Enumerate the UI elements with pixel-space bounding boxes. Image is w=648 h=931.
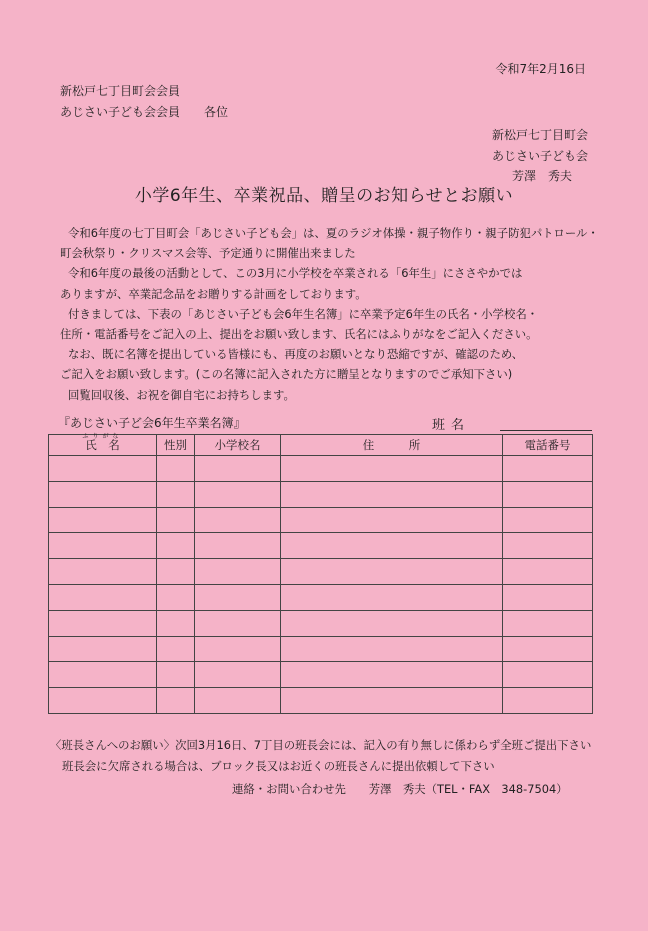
cell-phone[interactable] — [503, 584, 593, 610]
table-row — [49, 481, 593, 507]
cell-name[interactable] — [49, 559, 157, 585]
cell-name[interactable] — [49, 662, 157, 688]
body-line: 付きましては、下表の「あじさい子ども会6年生名簿」に卒業予定6年生の氏名・小学校名・ — [68, 306, 539, 321]
cell-address[interactable] — [281, 533, 503, 559]
cell-gender[interactable] — [157, 662, 195, 688]
cell-school[interactable] — [195, 481, 281, 507]
cell-gender[interactable] — [157, 456, 195, 482]
contact-info: 連絡・お問い合わせ先 芳澤 秀夫（TEL・FAX 348-7504） — [232, 782, 568, 796]
cell-school[interactable] — [195, 584, 281, 610]
cell-address[interactable] — [281, 610, 503, 636]
cell-school[interactable] — [195, 533, 281, 559]
cell-name[interactable] — [49, 610, 157, 636]
table-row — [49, 584, 593, 610]
cell-gender[interactable] — [157, 507, 195, 533]
recipient-line-2: あじさい子ども会会員 各位 — [60, 105, 229, 119]
cell-school[interactable] — [195, 507, 281, 533]
cell-name[interactable] — [49, 533, 157, 559]
body-line: 令和6年度の最後の活動として、この3月に小学校を卒業される「6年生」にささやかでは — [68, 266, 523, 281]
cell-gender[interactable] — [157, 610, 195, 636]
body-line: ありますが、卒業記念品をお贈りする計画をしております。 — [60, 286, 367, 301]
cell-gender[interactable] — [157, 533, 195, 559]
header-school: 小学校名 — [195, 435, 281, 456]
cell-name[interactable] — [49, 456, 157, 482]
cell-address[interactable] — [281, 559, 503, 585]
body-line: なお、既に名簿を提出している皆様にも、再度のお願いとなり恐縮ですが、確認のため、 — [68, 347, 524, 362]
cell-name[interactable] — [49, 636, 157, 662]
cell-school[interactable] — [195, 662, 281, 688]
note-line-2: 班長会に欠席される場合は、ブロック長又はお近くの班長さんに提出依頼して下さい — [62, 759, 495, 773]
body-line: 回覧回収後、お祝を御自宅にお持ちします。 — [68, 387, 295, 402]
table-row — [49, 610, 593, 636]
cell-name[interactable] — [49, 481, 157, 507]
cell-address[interactable] — [281, 662, 503, 688]
cell-phone[interactable] — [503, 507, 593, 533]
cell-address[interactable] — [281, 688, 503, 714]
body-line: 住所・電話番号をご記入の上、提出をお願い致します、氏名にはふりがなをご記入ください。 — [60, 327, 538, 342]
header-address: 住 所 — [281, 435, 503, 456]
cell-name[interactable] — [49, 584, 157, 610]
table-title: 『あじさい子ど会6年生卒業名簿』 — [58, 416, 246, 430]
cell-address[interactable] — [281, 584, 503, 610]
cell-phone[interactable] — [503, 662, 593, 688]
cell-phone[interactable] — [503, 636, 593, 662]
recipient-line-1: 新松戸七丁目町会会員 — [60, 84, 181, 98]
cell-address[interactable] — [281, 507, 503, 533]
cell-address[interactable] — [281, 636, 503, 662]
header-name: ふりがな 氏 名 — [49, 435, 157, 456]
table-row — [49, 456, 593, 482]
cell-gender[interactable] — [157, 688, 195, 714]
body-text — [60, 223, 599, 405]
body-line: 令和6年度の七丁目町会「あじさい子ども会」は、夏のラジオ体操・親子物作り・親子防犯パトロール・ — [68, 226, 599, 240]
cell-phone[interactable] — [503, 533, 593, 559]
table-row — [49, 662, 593, 688]
cell-school[interactable] — [195, 610, 281, 636]
cell-phone[interactable] — [503, 688, 593, 714]
cell-school[interactable] — [195, 559, 281, 585]
document-date: 令和7年2月16日 — [495, 62, 586, 76]
page-title: 小学6年生、卒業祝品、贈呈のお知らせとお願い — [134, 186, 514, 206]
sender-line-2: あじさい子ども会 — [491, 149, 588, 163]
table-header-row — [49, 435, 593, 456]
table-row — [49, 636, 593, 662]
graduate-roster-table — [48, 434, 593, 714]
cell-name[interactable] — [49, 507, 157, 533]
sender-line-1: 新松戸七丁目町会 — [491, 128, 588, 142]
han-name-line[interactable] — [500, 430, 592, 431]
cell-address[interactable] — [281, 456, 503, 482]
cell-phone[interactable] — [503, 559, 593, 585]
cell-phone[interactable] — [503, 456, 593, 482]
cell-phone[interactable] — [503, 481, 593, 507]
table-row — [49, 507, 593, 533]
cell-name[interactable] — [49, 688, 157, 714]
cell-school[interactable] — [195, 636, 281, 662]
cell-gender[interactable] — [157, 584, 195, 610]
han-label: 班名 — [432, 418, 471, 433]
note-line-1: 〈班長さんへのお願い〉次回3月16日、7丁目の班長会には、記入の有り無しに係わらず全班ご提出下さい — [50, 738, 592, 752]
cell-gender[interactable] — [157, 559, 195, 585]
sender-line-3: 芳澤 秀夫 — [511, 169, 572, 183]
cell-gender[interactable] — [157, 481, 195, 507]
table-row — [49, 533, 593, 559]
header-phone: 電話番号 — [503, 435, 593, 456]
cell-school[interactable] — [195, 688, 281, 714]
cell-gender[interactable] — [157, 636, 195, 662]
cell-school[interactable] — [195, 456, 281, 482]
header-gender: 性別 — [157, 435, 195, 456]
cell-phone[interactable] — [503, 610, 593, 636]
table-row — [49, 688, 593, 714]
body-line: 町会秋祭り・クリスマス会等、予定通りに開催出来ました — [60, 246, 356, 261]
body-line: ご記入をお願い致します。(この名簿に記入された方に贈呈となりますのでご承知下さい) — [60, 367, 513, 382]
table-row — [49, 559, 593, 585]
cell-address[interactable] — [281, 481, 503, 507]
furigana-label: ふりがな — [82, 433, 123, 440]
